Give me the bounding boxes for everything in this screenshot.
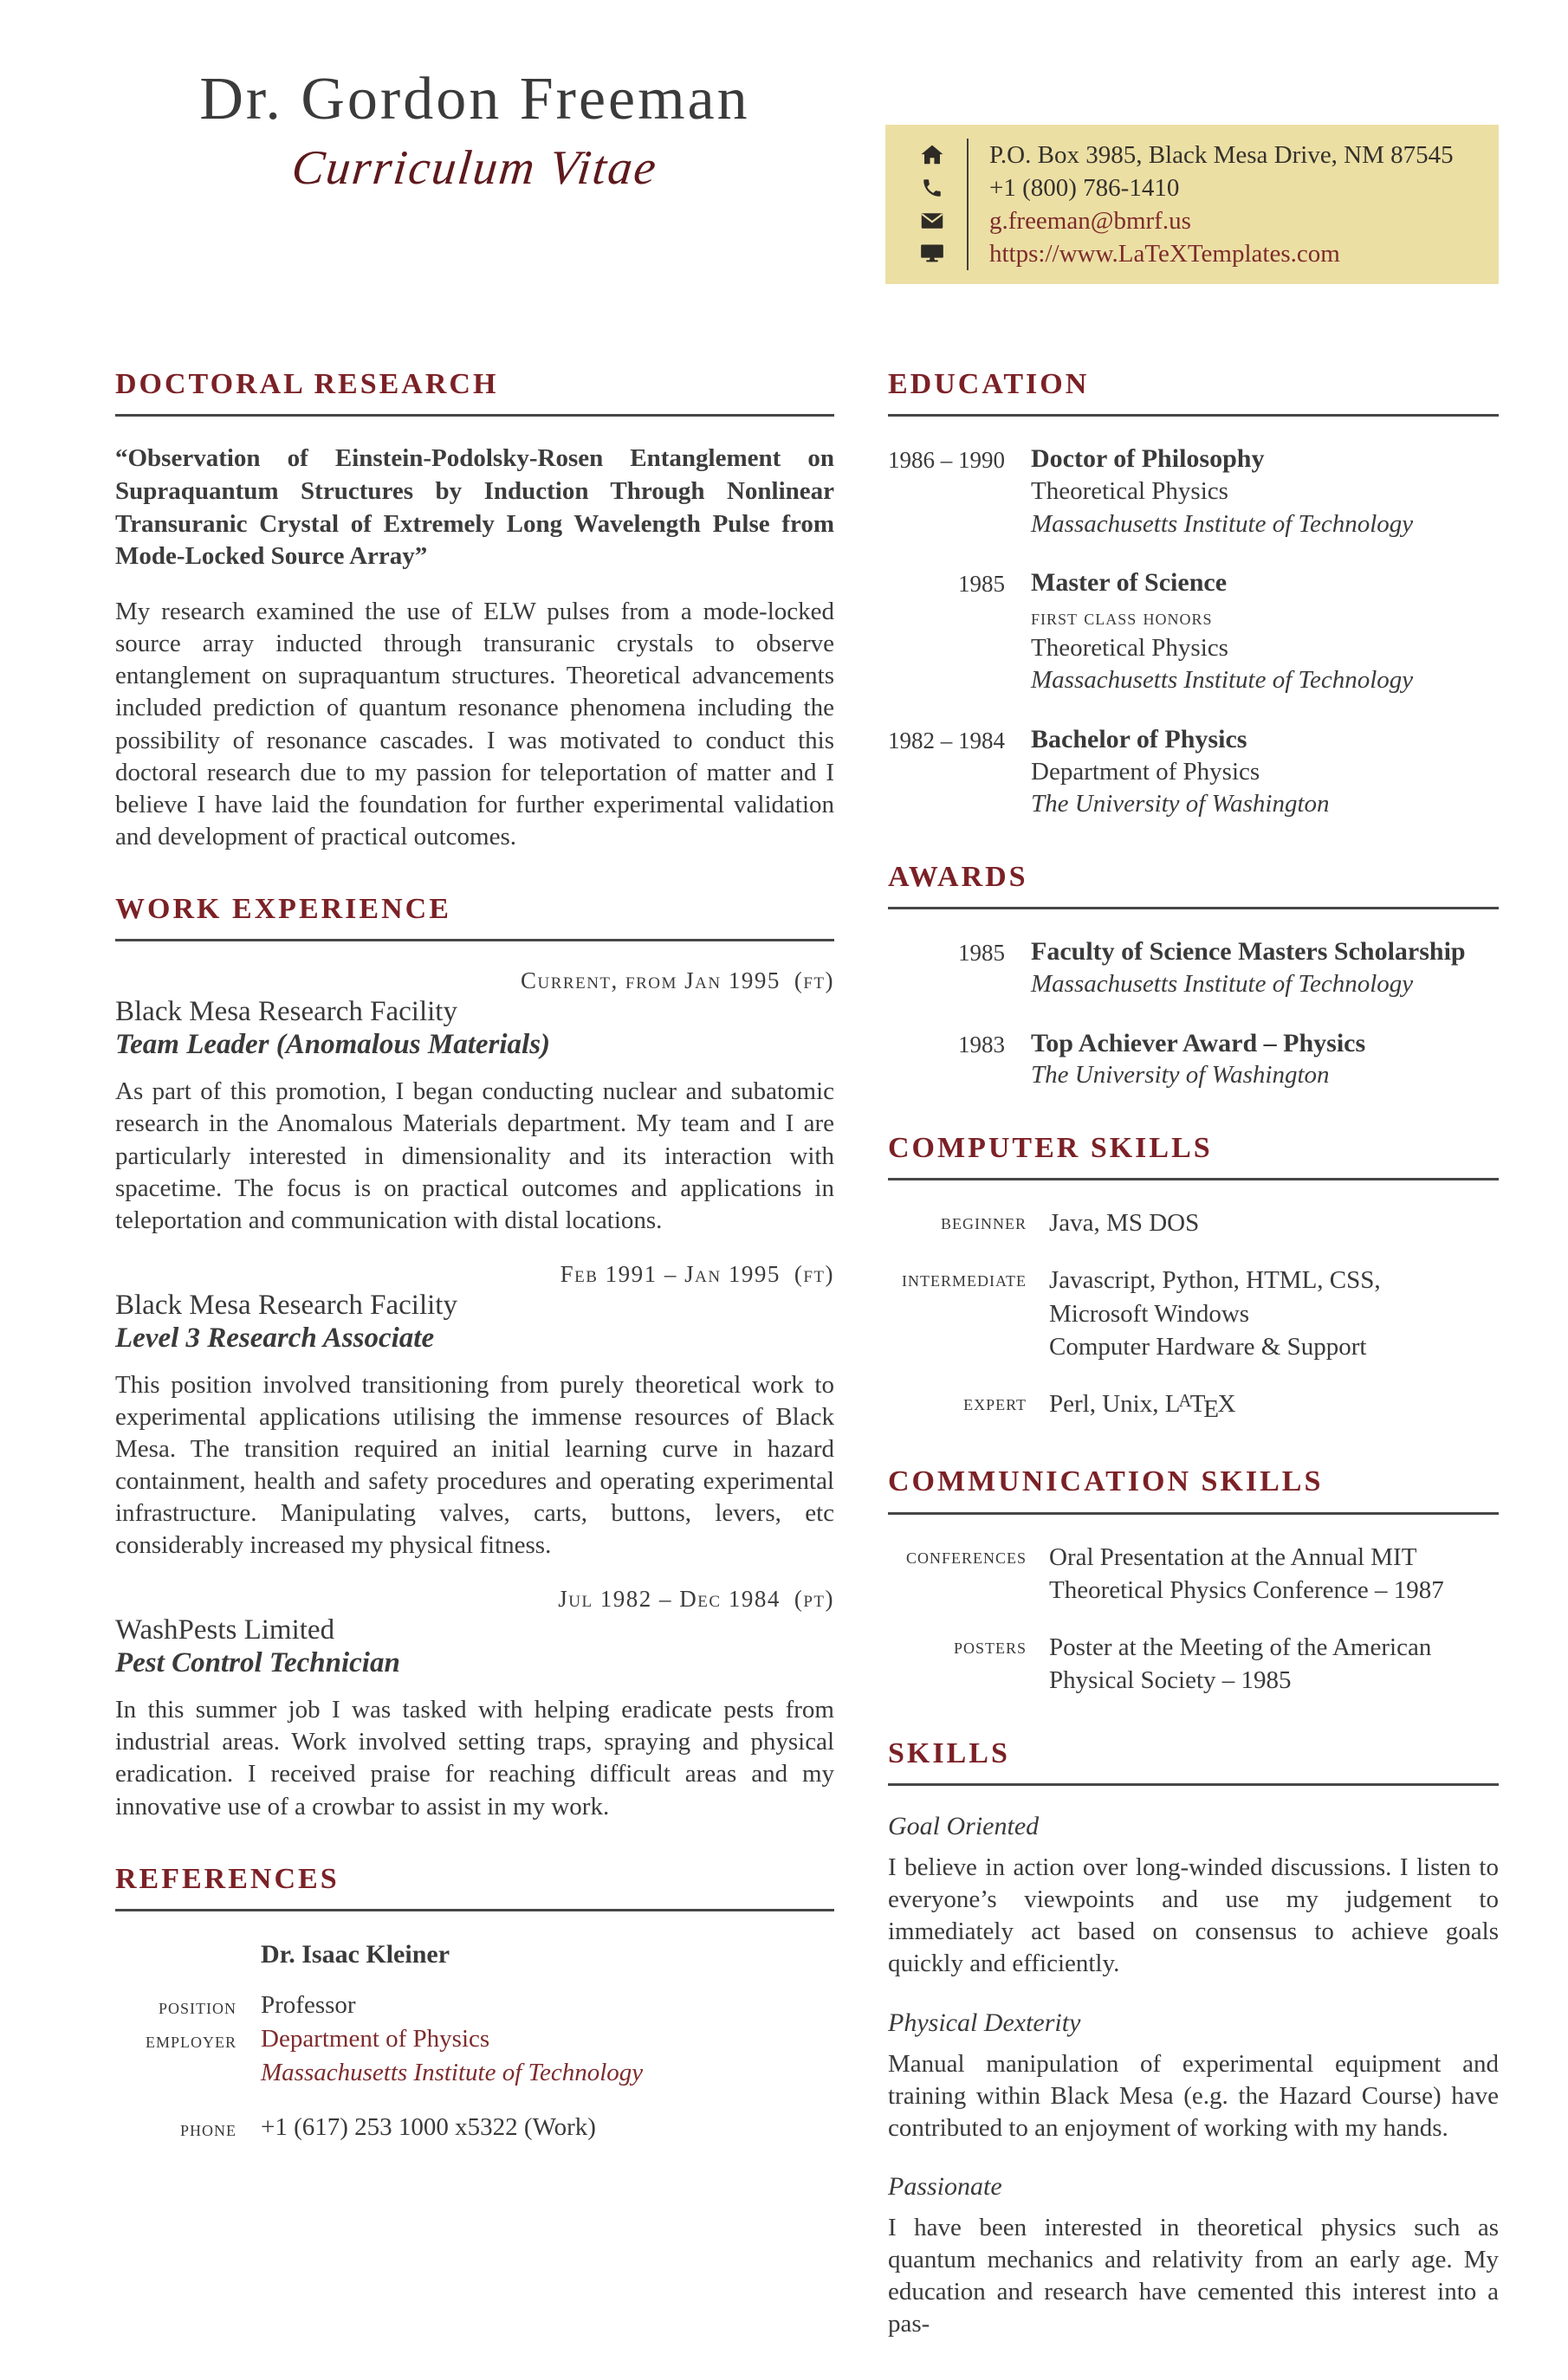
job-entry <box>115 1261 834 1562</box>
awards-heading: AWARDS <box>888 861 1028 894</box>
skill-line: Javascript, Python, HTML, CSS, <box>1049 1266 1381 1295</box>
skill-level-label: expert <box>963 1390 1027 1416</box>
skill-items <box>1049 1387 1499 1426</box>
section-doctoral-research <box>115 368 834 853</box>
skill-line: Computer Hardware & Support <box>1049 1332 1367 1361</box>
award-year: 1985 <box>958 940 1005 967</box>
job-description: As part of this promotion, I began conducting nuclear and subatomic research in the Anomalous Materials department. My team and I are particularly interested in dimensionality and its interaction with spacetime. The focus is on practical outcomes and applications in teleportation and communication with distal locations. <box>115 1077 834 1234</box>
skill-item <box>888 2172 1499 2340</box>
section-rule <box>888 1512 1499 1515</box>
skill-level-label: intermediate <box>902 1266 1027 1292</box>
skill-item-title: Physical Dexterity <box>888 2008 1081 2037</box>
person-name: Dr. Gordon Freeman <box>199 66 750 133</box>
contact-address: P.O. Box 3985, Black Mesa Drive, NM 87545 <box>989 141 1454 169</box>
latex-logo: $L^ATEX$ <box>1164 1390 1236 1424</box>
job-company: WashPests Limited <box>115 1614 335 1646</box>
skill-item-description: I have been interested in theoretical physics such as quantum mechanics and relativity from an early age. My education and research have cemented this interest into a pas- <box>888 2213 1499 2338</box>
right-column <box>888 368 1499 2380</box>
communication-label: conferences <box>905 1542 1027 1568</box>
award-title: Faculty of Science Masters Scholarship <box>1031 937 1466 967</box>
skill-item-description: Manual manipulation of experimental equipment and training within Black Mesa (e.g. the Hazard Course) have contributed to an enjoyment of working with my hands. <box>888 2049 1499 2142</box>
education-department: Theoretical Physics <box>1031 633 1228 662</box>
job-title: Level 3 Research Associate <box>115 1322 435 1354</box>
cv-subtitle: Curriculum Vitae <box>289 140 660 195</box>
envelope-icon <box>910 204 955 237</box>
education-years: 1982 – 1984 <box>888 728 1005 754</box>
award-title: Top Achiever Award – Physics <box>1031 1028 1366 1057</box>
home-icon <box>910 139 955 171</box>
communication-row <box>888 1631 1499 1698</box>
contact-phone: +1 (800) 786-1410 <box>989 174 1180 202</box>
section-rule <box>888 907 1499 909</box>
computer-skill-row <box>888 1264 1499 1363</box>
reference-phone-value: +1 (617) 253 1000 x5322 (Work) <box>261 2112 596 2141</box>
skill-item-title: Passionate <box>888 2171 1002 2201</box>
job-title: Team Leader (Anomalous Materials) <box>115 1029 551 1061</box>
job-dates <box>115 1261 834 1288</box>
award-entry <box>888 1027 1499 1092</box>
skill-line: Microsoft Windows <box>1049 1299 1250 1328</box>
reference-label-spacer <box>115 2056 236 2090</box>
education-department: Department of Physics <box>1031 757 1260 786</box>
job-dates <box>115 967 834 994</box>
education-degree: Bachelor of Physics <box>1031 725 1247 754</box>
reference-position-value: Professor <box>261 1990 356 2019</box>
skills-heading: SKILLS <box>888 1736 1010 1769</box>
education-department: Theoretical Physics <box>1031 476 1228 505</box>
award-year: 1983 <box>958 1031 1005 1057</box>
education-school: The University of Washington <box>1031 790 1330 818</box>
section-rule <box>115 1909 834 1911</box>
references-heading: REFERENCES <box>115 1862 340 1895</box>
education-entry <box>888 566 1499 697</box>
communication-text: Poster at the Meeting of the American Physical Society – 1985 <box>1049 1633 1432 1695</box>
education-entry <box>888 723 1499 821</box>
section-skills <box>888 1737 1499 2341</box>
communication-label: posters <box>953 1633 1027 1659</box>
left-column <box>115 368 834 2184</box>
section-rule <box>115 414 834 417</box>
job-type-badge: (ft) <box>794 1260 834 1287</box>
reference-label-spacer <box>115 1937 236 1989</box>
section-rule <box>115 939 834 941</box>
section-awards <box>888 861 1499 1092</box>
communication-text: Oral Presentation at the Annual MIT Theoretical Physics Conference – 1987 <box>1049 1542 1444 1604</box>
education-entry <box>888 443 1499 540</box>
section-work-experience <box>115 893 834 1823</box>
education-school: Massachusetts Institute of Technology <box>1031 666 1414 695</box>
computer-skill-row <box>888 1206 1499 1239</box>
section-education <box>888 368 1499 821</box>
job-company: Black Mesa Research Facility <box>115 996 457 1028</box>
award-detail <box>1031 935 1499 1000</box>
communication-row <box>888 1541 1499 1607</box>
computer-skill-row <box>888 1387 1499 1426</box>
phone-icon <box>910 171 955 204</box>
header <box>115 68 834 196</box>
section-rule <box>888 1178 1499 1180</box>
education-years: 1986 – 1990 <box>888 447 1005 474</box>
skill-level-label: beginner <box>941 1209 1027 1235</box>
section-rule <box>888 414 1499 417</box>
award-detail <box>1031 1027 1499 1092</box>
doctoral-summary: My research examined the use of ELW pulses from a mode-locked source array inducted through transuranic crystals to observe entanglement on supraquantum structures. Theoretical advancements included prediction of quantum resonance phenomena including the possibility of resonance cascades. I was motivated to conduct this doctoral research due to my passion for teleportation of matter and I believe I have laid the foundation for further experimental validation and development of practical outcomes. <box>115 598 834 850</box>
work-experience-heading: WORK EXPERIENCE <box>115 893 451 926</box>
contact-text-column <box>969 139 1454 270</box>
education-degree: Doctor of Philosophy <box>1031 444 1265 474</box>
skill-line: Java, MS DOS <box>1049 1209 1200 1238</box>
reference-entry <box>115 1937 834 2144</box>
reference-employer-label: employer <box>145 2027 236 2053</box>
job-type-badge: (pt) <box>794 1586 834 1613</box>
award-organization: Massachusetts Institute of Technology <box>1031 969 1414 998</box>
reference-position-label: position <box>158 1993 236 2019</box>
job-company: Black Mesa Research Facility <box>115 1289 457 1321</box>
job-description: This position involved transitioning from purely theoretical work to experimental applications utilising the immense resources of Black Mesa. The transition required an initial learning curve in hazard containment, health and safety procedures and operating experimental infrastructure. Manipulating valves, carts, buttons, levers, etc considerably increased my physical fitness. <box>115 1370 834 1560</box>
expert-skill-prefix: Perl, Unix, <box>1049 1390 1165 1419</box>
computer-skills-heading: COMPUTER SKILLS <box>888 1131 1213 1164</box>
award-organization: The University of Washington <box>1031 1061 1330 1090</box>
job-entry <box>115 1586 834 1822</box>
job-date-range: Current, from Jan 1995 <box>521 967 781 994</box>
doctoral-research-heading: DOCTORAL RESEARCH <box>115 368 499 400</box>
job-type-badge: (ft) <box>794 967 834 994</box>
reference-employer-institution: Massachusetts Institute of Technology <box>261 2058 644 2086</box>
skill-line <box>1049 1387 1499 1426</box>
education-school: Massachusetts Institute of Technology <box>1031 509 1414 538</box>
skill-items <box>1049 1264 1499 1363</box>
reference-employer-org: Department of Physics <box>261 2024 490 2053</box>
job-date-range: Feb 1991 – Jan 1995 <box>560 1260 781 1287</box>
education-degree: Master of Science <box>1031 568 1228 598</box>
award-entry <box>888 935 1499 1000</box>
education-years: 1985 <box>958 571 1005 598</box>
job-entry <box>115 967 834 1236</box>
skill-item <box>888 1812 1499 1980</box>
job-dates <box>115 1586 834 1613</box>
section-computer-skills <box>888 1132 1499 1426</box>
section-rule <box>888 1783 1499 1786</box>
job-date-range: Jul 1982 – Dec 1984 <box>558 1586 781 1613</box>
education-honors: first class honors <box>1031 605 1213 630</box>
thesis-title: “Observation of Einstein-Podolsky-Rosen Entanglement on Supraquantum Structures by Induction Through Nonlinear Transuranic Crystal of Extremely Long Wavelength Pulse from Mode-Locked Source Array” <box>115 444 834 571</box>
skill-item-title: Goal Oriented <box>888 1812 1040 1841</box>
skill-item-description: I believe in action over long-winded discussions. I listen to everyone’s viewpoints and use my judgement to immediately act based on consensus to achieve goals quickly and efficiently. <box>888 1853 1499 1978</box>
education-detail <box>1031 723 1499 821</box>
education-detail <box>1031 443 1499 540</box>
skill-items <box>1049 1206 1499 1239</box>
reference-name: Dr. Isaac Kleiner <box>261 1940 450 1969</box>
job-description: In this summer job I was tasked with helping eradicate pests from industrial areas. Work involved setting traps, spraying and physical eradication. I received praise for reaching difficult areas and my innovative use of a crowbar to assist in my work. <box>115 1696 834 1821</box>
contact-email-link[interactable]: g.freeman@bmrf.us <box>989 207 1191 235</box>
contact-box <box>885 125 1499 284</box>
reference-phone-label: phone <box>179 2115 236 2141</box>
contact-icon-column <box>910 139 955 270</box>
education-detail <box>1031 566 1499 697</box>
skill-item <box>888 2008 1499 2144</box>
section-references <box>115 1863 834 2144</box>
education-heading: EDUCATION <box>888 368 1090 400</box>
communication-skills-heading: COMMUNICATION SKILLS <box>888 1465 1324 1498</box>
contact-website-link[interactable]: https://www.LaTeXTemplates.com <box>989 240 1340 268</box>
section-communication-skills <box>888 1465 1499 1697</box>
monitor-icon <box>910 237 955 270</box>
job-title: Pest Control Technician <box>115 1647 400 1679</box>
